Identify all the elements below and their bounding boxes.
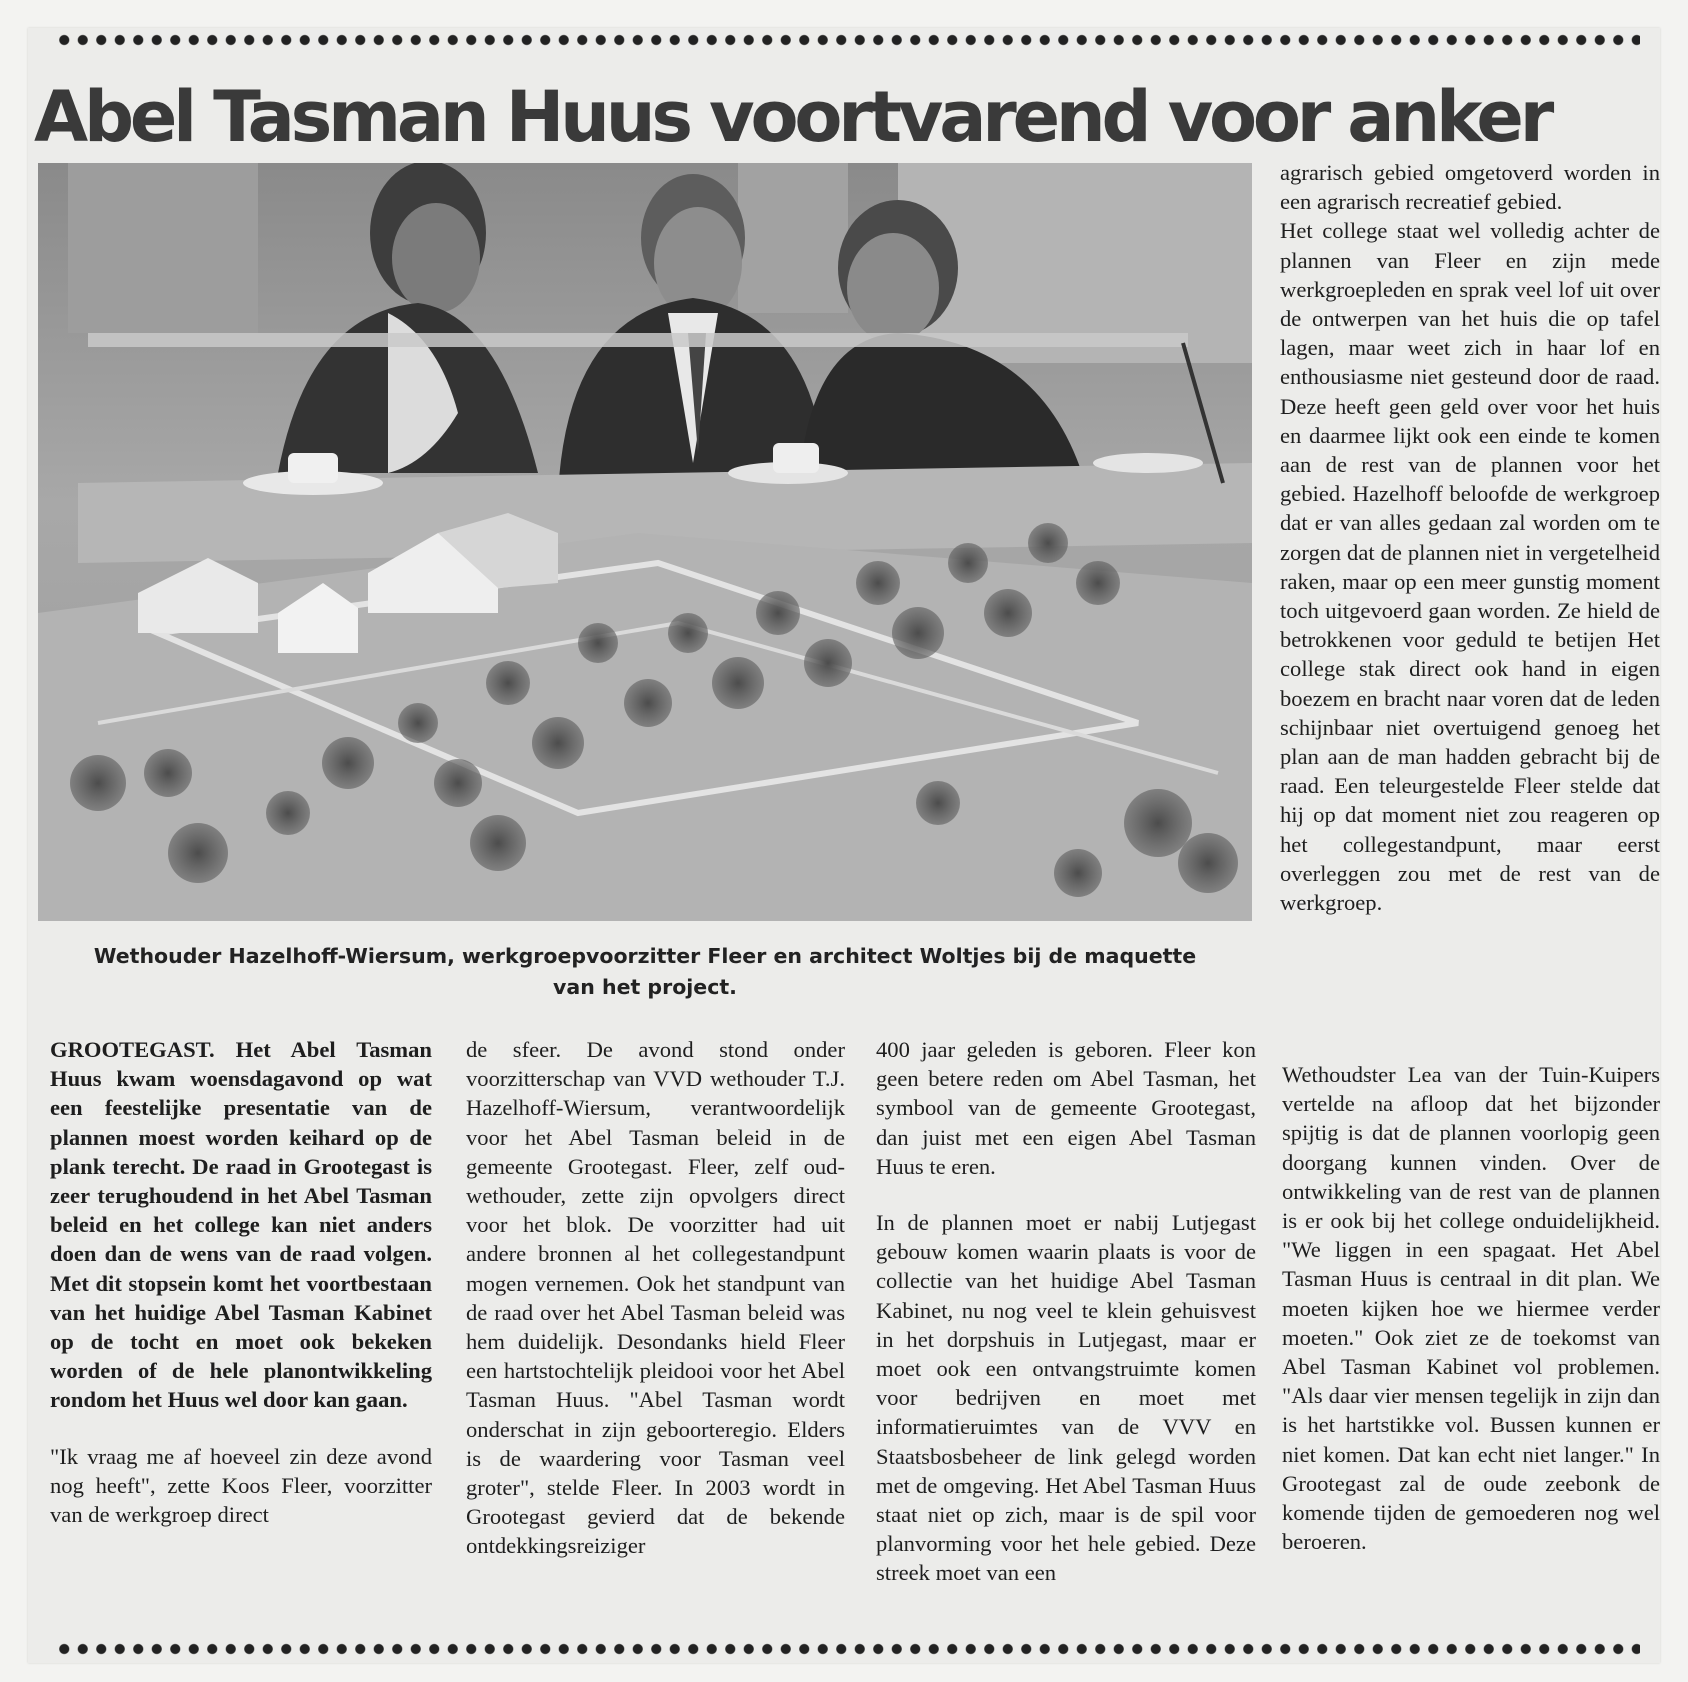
bottom-dot-border [55,1642,1640,1656]
article-paragraph: In de plannen moet er nabij Lutjegast gebouw komen waarin plaats is voor de collectie van het huidige Abel Tasman Kabinet, nu nog veel te klein gehuisvest in het dorpshuis in Lutjegast, maar er moet ook een ontvangstruimte komen voor bedrijven en moet met informatieruimtes van de VVV en Staatsbosbeheer de link gelegd worden met de omgeving. Het Abel Tasman Huus staat niet op zich, maar is de spil voor planvorming voor het hele gebied. Deze streek moet van een [876,1210,1256,1586]
headline: Abel Tasman Huus voortvarend voor anker [34,76,1551,158]
article-lead: GROOTEGAST. Het Abel Tasman Huus kwam woensdagavond op wat een feestelijke presentatie van de plannen moest worden keihard op de plank terecht. De raad in Grootegast is zeer terughoudend in het Abel Tasman beleid en het college kan niet anders doen dan de wens van de raad volgen. Met dit stopsein komt het voortbestaan van het huidige Abel Tasman Kabinet op de tocht en moet ook bekeken worden of de hele planontwikkeling rondom het Huus wel door kan gaan. [50,1037,432,1413]
photo-caption [38,941,1252,1003]
article-paragraph: agrarisch gebied omgetoverd worden in een agrarisch recreatief gebied. [1280,160,1660,215]
top-dot-border [55,33,1640,47]
article-column-4-bottom [1282,1060,1660,1556]
article-column-2 [466,1035,845,1561]
article-column-3 [876,1035,1256,1588]
article-paragraph: Het college staat wel volledig achter de plannen van Fleer en zijn mede werkgroepleden en sprak veel lof uit over de ontwerpen van het huis die op tafel lagen, maar weet zich in haar lof en enthousiasme niet gesteund door de raad. Deze heeft geen geld over voor het huis en daarmee lijkt ook een einde te komen aan de rest van de plannen voor het gebied. Hazelhoff beloofde de werkgroep dat er van alles gedaan zal worden om te zorgen dat de plannen niet in vergetelheid raken, maar op een meer gunstig moment toch uitgevoerd gaan worden. Ze hield de betrokkenen voor geduld te betijen Het college stak direct ook hand in eigen boezem en bracht naar voren dat de leden schijnbaar niet overtuigend genoeg het plan aan de man hadden gebracht bij de raad. Een teleurgestelde Fleer stelde dat hij op dat moment niet zou reageren op het collegestandpunt, maar eerst overleggen zou met de rest van de werkgroep. [1280,218,1660,916]
article-paragraph: Wethoudster Lea van der Tuin-Kuipers vertelde na afloop dat het bijzonder spijtig is dat de plannen voorlopig geen doorgang kunnen vinden. Over de ontwikkeling van de rest van de plannen is er ook bij het college onduidelijkheid. "We liggen in een spagaat. Het Abel Tasman Huus is centraal in dit plan. We moeten kijken hoe we hiermee verder moeten." Ook ziet ze de toekomst van Abel Tasman Kabinet vol problemen. "Als daar vier mensen tegelijk in zijn dan is het hartstikke vol. Bussen kunnen er niet komen. Dat kan echt niet langer." In Grootegast zal de oude zeebonk de komende tijden de gemoederen nog wel beroeren. [1282,1062,1660,1555]
article-paragraph: "Ik vraag me af hoeveel zin deze avond nog heeft", zette Koos Fleer, voorzitter van de werkgroep direct [50,1443,432,1528]
article-column-4-top [1280,158,1660,917]
article-paragraph: 400 jaar geleden is geboren. Fleer kon geen betere reden om Abel Tasman, het symbool van de gemeente Grootegast, dan juist met een eigen Abel Tasman Huus te eren. [876,1037,1256,1179]
caption-line-1: Wethouder Hazelhoff-Wiersum, werkgroepvoorzitter Fleer en architect Woltjes bij de maquette [93,944,1197,968]
caption-line-2: van het project. [553,975,737,999]
article-paragraph: de sfeer. De avond stond onder voorzitterschap van VVD wethouder T.J. Hazelhoff-Wiersum, verantwoordelijk voor het Abel Tasman beleid in de gemeente Grootegast. Fleer, zelf oud-wethouder, zette zijn opvolgers direct voor het blok. De voorzitter had uit andere bronnen al het collegestandpunt mogen vernemen. Ook het standpunt van de raad over het Abel Tasman beleid was hem duidelijk. Desondanks hield Fleer een hartstochtelijk pleidooi voor het Abel Tasman Huus. "Abel Tasman wordt onderschat in zijn geboorteregio. Elders is de waardering voor Tasman veel groter", stelde Fleer. In 2003 wordt in Grootegast gevierd dat de bekende ontdekkingsreiziger [466,1037,845,1559]
article-photo [38,163,1252,921]
article-column-1 [50,1035,432,1529]
photo-illustration [38,163,1252,921]
